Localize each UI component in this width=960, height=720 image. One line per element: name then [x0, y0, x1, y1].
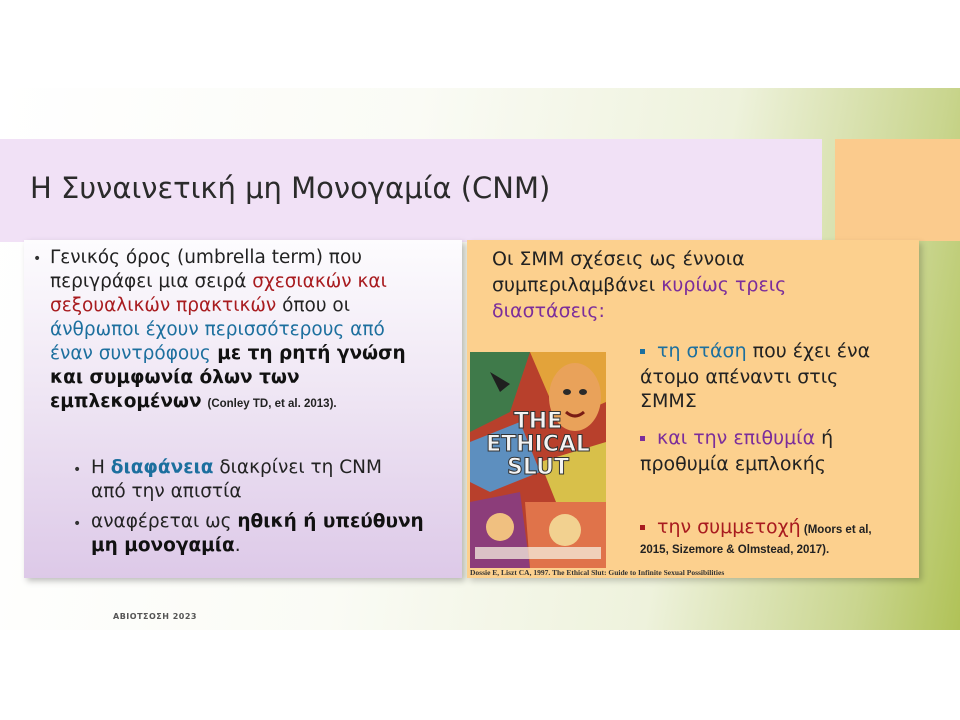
dimension-desire-line-1: και την επιθυμία ή [640, 429, 833, 448]
ethical-line-2: μη μονογαμία. [91, 535, 241, 556]
transparency-line-2: από την απιστία [91, 481, 242, 502]
accent-block [835, 139, 960, 241]
dimension-participation-line-1: την συμμετοχή (Moors et al, [640, 518, 872, 537]
transparency-line-1: Η διαφάνεια διακρίνει τη CNM [91, 457, 382, 478]
dimension-attitude-line-2: άτομο απέναντι στις [640, 366, 839, 388]
definition-line-1: Γενικός όρος (umbrella term) που [50, 247, 362, 268]
ethical-line-1: αναφέρεται ως ηθική ή υπεύθυνη [91, 511, 424, 532]
bullet-dot: • [33, 251, 42, 267]
square-bullet-icon [640, 349, 645, 354]
footer-text: ΑΒΙΟΤΣΟΣΗ 2023 [113, 612, 197, 621]
dimensions-line-2: συμπεριλαμβάνει κυρίως τρεις [492, 274, 787, 296]
book-title-the: THE [513, 409, 563, 434]
square-bullet-icon [640, 525, 645, 530]
dimensions-line-1: Οι ΣΜΜ σχέσεις ως έννοια [492, 248, 745, 270]
definition-line-6: και συμφωνία όλων των [50, 367, 300, 388]
book-caption: Dossie E, Liszt CA, 1997. The Ethical Slut: Guide to Infinite Sexual Possibilities [470, 568, 725, 577]
definition-line-5: έναν συντρόφους με τη ρητή γνώση [50, 343, 406, 364]
definition-line-4: άνθρωποι έχουν περισσότερους από [50, 319, 385, 340]
dimension-attitude-line-1: τη στάση που έχει ένα [640, 342, 870, 361]
book-title-slut: SLUT [507, 455, 569, 481]
definition-line-7: εμπλεκομένων (Conley TD, et al. 2013). [50, 391, 337, 412]
slide-title: Η Συναινετική μη Μονογαμία (CNM) [30, 171, 551, 205]
book-title-ethical: ETHICAL [486, 432, 590, 458]
dimension-attitude-line-3: ΣΜΜΣ [640, 390, 697, 412]
definition-line-2: περιγράφει μια σειρά σχεσιακών και [50, 271, 387, 292]
book-cover-image [470, 352, 606, 568]
dimension-desire-line-2: προθυμία εμπλοκής [640, 453, 826, 475]
dimensions-line-3: διαστάσεις: [492, 300, 605, 322]
bullet-dot: • [73, 516, 82, 532]
square-bullet-icon [640, 436, 645, 441]
dimension-participation-line-2: 2015, Sizemore & Olmstead, 2017). [640, 544, 830, 556]
bullet-dot: • [73, 462, 82, 478]
definition-line-3: σεξουαλικών πρακτικών όπου οι [50, 295, 351, 316]
